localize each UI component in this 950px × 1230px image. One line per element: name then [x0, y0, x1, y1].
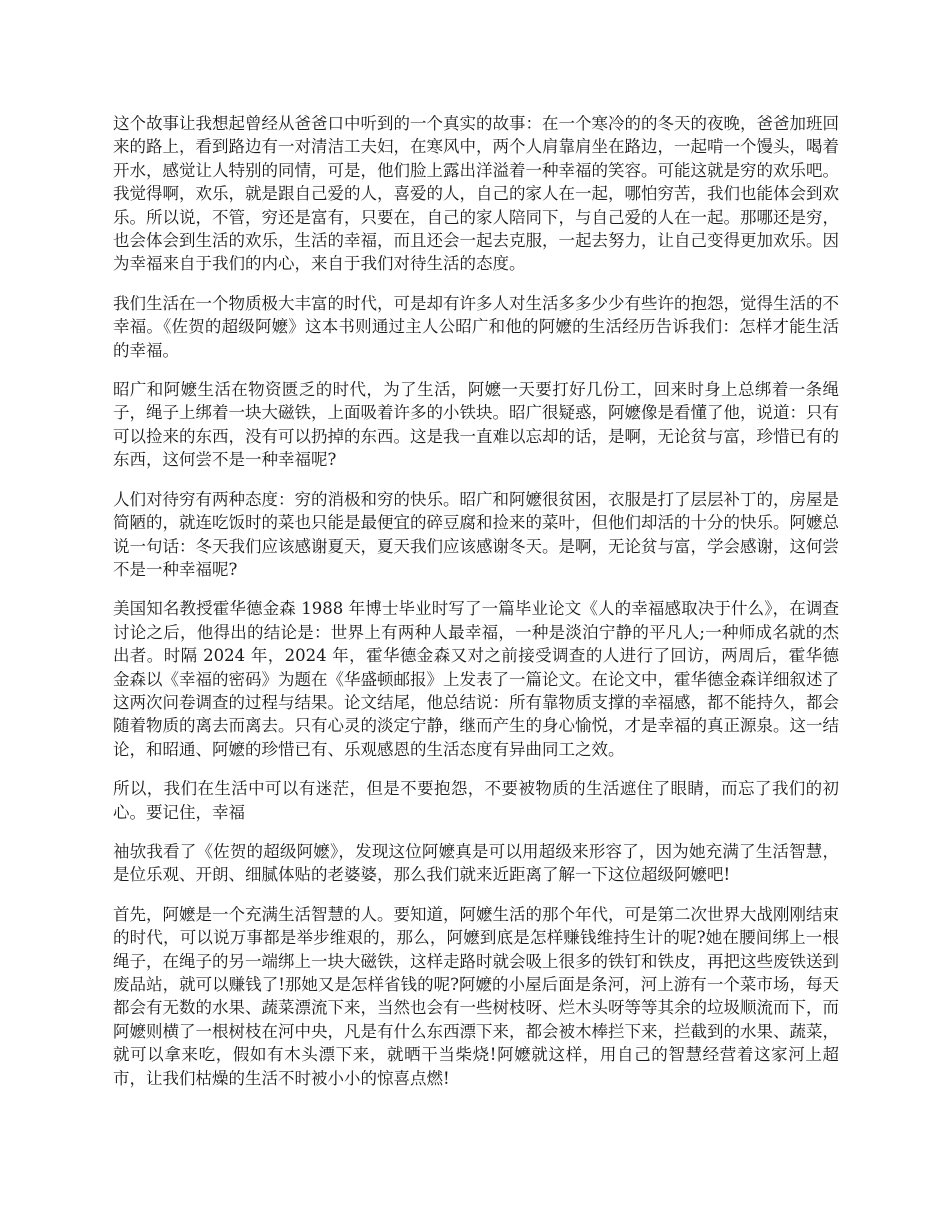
paragraph-7: 䄂欤我看了《佐贺的超级阿嬷》，发现这位阿嬷真是可以用超级来形容了，因为她充满了生活智慧，是位乐观、开朗、细腻体贴的老婆婆，那么我们就来近距离了解一下这位超级阿嬷吧!	[113, 841, 839, 885]
paragraph-8: 首先，阿嬷是一个充满生活智慧的人。要知道，阿嬷生活的那个年代，可是第二次世界大战刚刚结束的时代，可以说万事都是举步维艰的，那么，阿嬷到底是怎样赚钱维持生计的呢?她在腰间绑上一根绳子，在绳子的另一端绑上一块大磁铁，这样走路时就会吸上很多的铁钉和铁皮，再把这些废铁送到废品站，就可以赚钱了!那她又是怎样省钱的呢?阿嬷的小屋后面是条河，河上游有一个菜市场，每天都会有无数的水果、蔬菜漂流下来，当然也会有一些树枝呀、烂木头呀等等其余的垃圾顺流而下，而阿嬷则横了一根树枝在河中央，凡是有什么东西漂下来，都会被木棒拦下来，拦截到的水果、蔬菜，就可以拿来吃，假如有木头漂下来，就晒干当柴烧!阿嬷就这样，用自己的智慧经营着这家河上超市，让我们枯燥的生活不时被小小的惊喜点燃!	[113, 904, 839, 1088]
paragraph-5: 美国知名教授霍华德金森 1988 年博士毕业时写了一篇毕业论文《人的幸福感取决于什么》，在调查讨论之后，他得出的结论是：世界上有两种人最幸福，一种是淡泊宁静的平凡人;一种师成名就的杰出者。时隔 2024 年，2024 年，霍华德金森又对之前接受调查的人进行了回访，两周后，霍华德金森以《幸福的密码》为题在《华盛顿邮报》上发表了一篇论文。在论文中，霍华德金森详细叙述了这两次问卷调查的过程与结果。论文结尾，他总结说：所有靠物质支撑的幸福感，都不能持久，都会随着物质的离去而离去。只有心灵的淡定宁静，继而产生的身心愉悦，才是幸福的真正源泉。这一结论，和昭通、阿嬷的珍惜已有、乐观感恩的生活态度有异曲同工之效。	[113, 599, 839, 759]
paragraph-1: 这个故事让我想起曾经从爸爸口中听到的一个真实的故事：在一个寒冷的的冬天的夜晚，爸爸加班回来的路上，看到路边有一对清洁工夫妇，在寒风中，两个人肩靠肩坐在路边，一起啃一个馒头，喝着开水，感觉让人特别的同情，可是，他们脸上露出洋溢着一种幸福的笑容。可能这就是穷的欢乐吧。我觉得啊，欢乐，就是跟自己爱的人，喜爱的人，自己的家人在一起，哪怕穷苦，我们也能体会到欢乐。所以说，不管，穷还是富有，只要在，自己的家人陪同下，与自己爱的人在一起。那哪还是穷，也会体会到生活的欢乐，生活的幸福，而且还会一起去克服，一起去努力，让自己变得更加欢乐。因为幸福来自于我们的内心，来自于我们对待生活的态度。	[113, 114, 839, 274]
paragraph-6: 所以，我们在生活中可以有迷茫，但是不要抱怨，不要被物质的生活遮住了眼睛，而忘了我们的初心。要记住，幸福	[113, 779, 839, 822]
document-body	[113, 112, 839, 1106]
paragraph-2: 我们生活在一个物质极大丰富的时代，可是却有许多人对生活多多少少有些许的抱怨，觉得生活的不幸福。《佐贺的超级阿嬷》这本书则通过主人公昭广和他的阿嬷的生活经历告诉我们：怎样才能生活的幸福。	[113, 293, 839, 360]
paragraph-3: 昭广和阿嬷生活在物资匮乏的时代，为了生活，阿嬷一天要打好几份工，回来时身上总绑着一条绳子，绳子上绑着一块大磁铁，上面吸着许多的小铁块。昭广很疑惑，阿嬷像是看懂了他，说道：只有可以捡来的东西，没有可以扔掉的东西。这是我一直难以忘却的话，是啊，无论贫与富，珍惜已有的东西，这何尝不是一种幸福呢?	[113, 380, 839, 470]
paragraph-4: 人们对待穷有两种态度：穷的消极和穷的快乐。昭广和阿嬷很贫困，衣服是打了层层补丁的，房屋是简陋的，就连吃饭时的菜也只能是最便宜的碎豆腐和捡来的菜叶，但他们却活的十分的快乐。阿嬷总说一句话：冬天我们应该感谢夏天，夏天我们应该感谢冬天。是啊，无论贫与富，学会感谢，这何尝不是一种幸福呢?	[113, 489, 839, 579]
